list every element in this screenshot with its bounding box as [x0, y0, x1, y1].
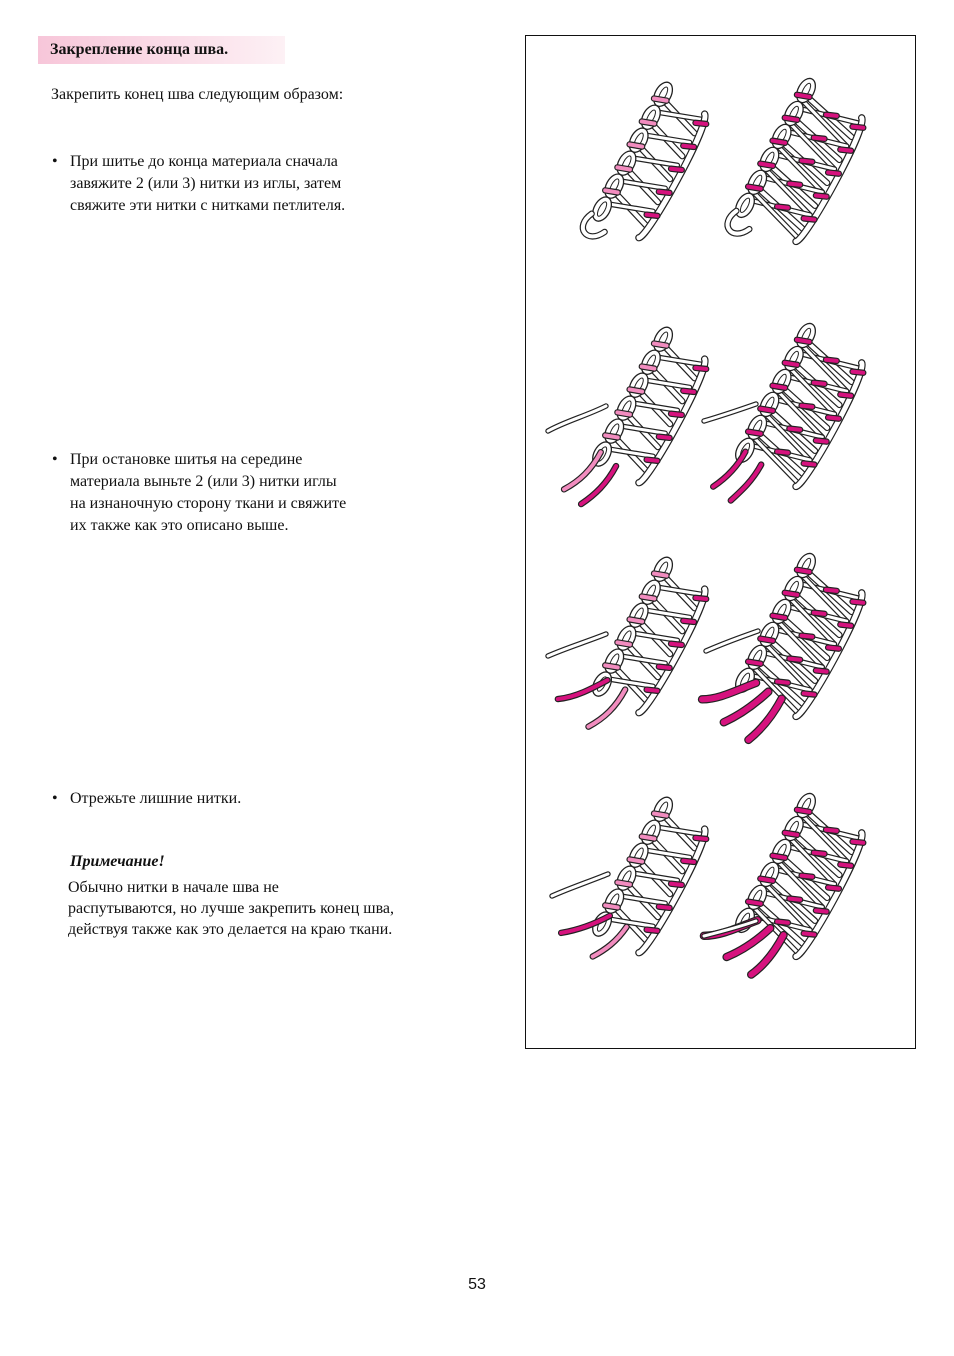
bullet-line: их также как это описано выше.	[70, 517, 289, 534]
bullet-line: свяжите эти нитки с нитками петлителя.	[70, 197, 346, 214]
seam-wide-knotting	[695, 540, 872, 757]
bullet-line: При шитье до конца материала сначала	[70, 153, 338, 170]
note-line: распутываются, но лучше закрепить конец шва,	[68, 900, 395, 917]
seam-illustrations	[526, 36, 915, 1048]
seam-wide-tied	[724, 75, 873, 264]
intro-text: Закрепить конец шва следующим образом:	[51, 86, 344, 103]
note-line: действуя также как это делается на краю ткани.	[68, 921, 393, 938]
bullet-dot: •	[52, 153, 58, 170]
bullet-line: При остановке шитья на середине	[70, 451, 303, 468]
seam-narrow-tied	[579, 78, 715, 260]
note-text	[68, 877, 394, 940]
seam-narrow-cut	[558, 783, 715, 978]
seam-narrow-threads-out	[562, 320, 716, 527]
bullet-dot: •	[52, 451, 58, 468]
bullet-text	[70, 788, 241, 810]
illustration-frame	[525, 35, 916, 1049]
bullet-line: Отрежьте лишние нитки.	[70, 790, 242, 807]
note-line: Обычно нитки в начале шва не	[68, 879, 279, 896]
seam-wide-threads-out	[711, 319, 873, 528]
bullet-line: на изнаночную сторону ткани и свяжите	[70, 495, 347, 512]
bullet-line: завяжите 2 (или 3) нитки из иглы, затем	[70, 175, 342, 192]
bullet-text	[70, 151, 345, 217]
seam-wide-cut	[698, 780, 873, 992]
note-title: Примечание!	[70, 853, 165, 870]
bullet-line: материала выньте 2 (или 3) нитки иглы	[70, 473, 337, 490]
page-number: 53	[468, 1276, 486, 1293]
bullet-text	[70, 449, 346, 537]
bullet-dot: •	[52, 790, 58, 807]
section-heading: Закрепление конца шва.	[38, 36, 285, 64]
